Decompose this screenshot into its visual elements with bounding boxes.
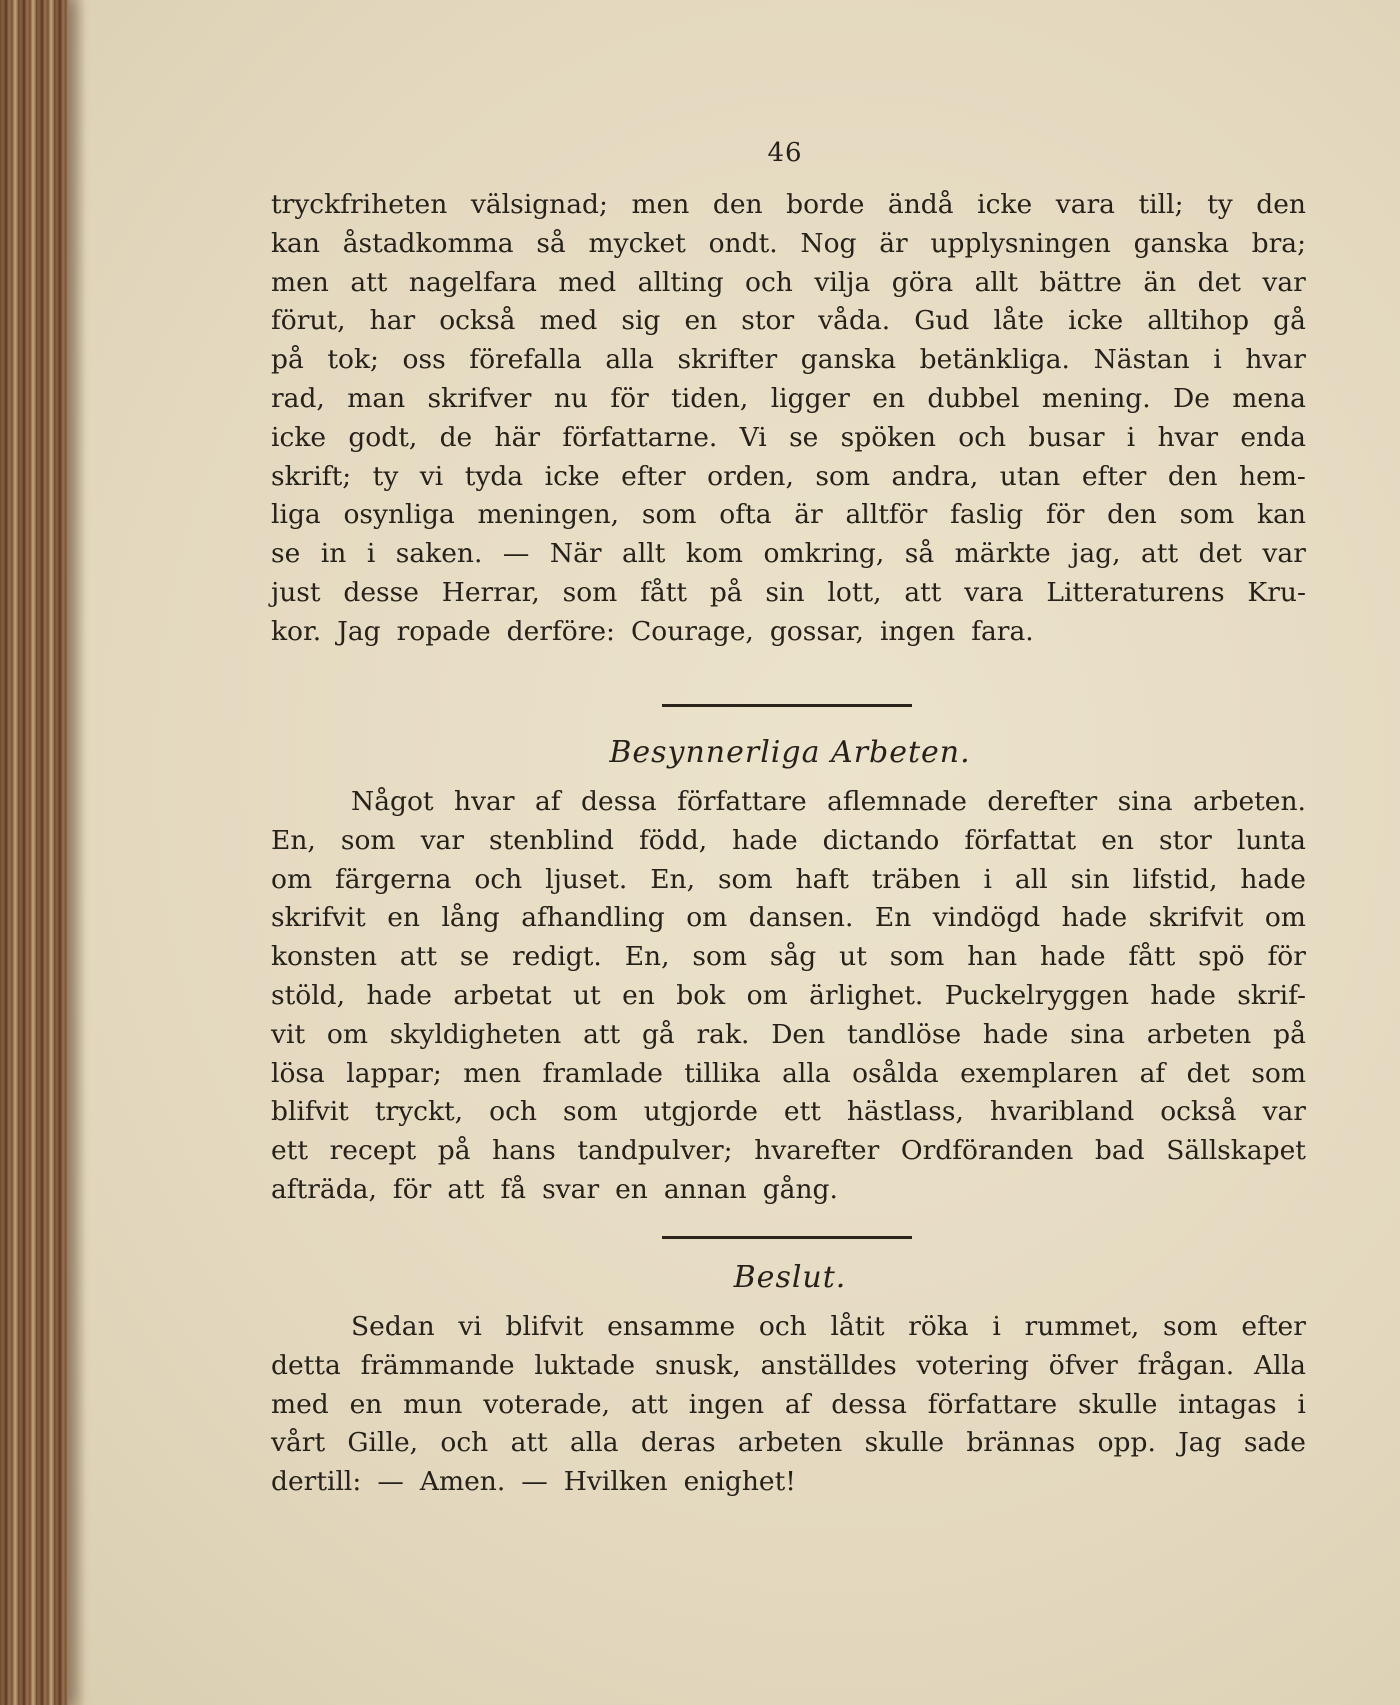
section-divider xyxy=(662,704,912,707)
text-line: stöld, hade arbetat ut en bok om ärlighet. Puckelryggen hade skrif- xyxy=(271,979,1306,1011)
text-line: tryckfriheten välsignad; men den borde ändå icke vara till; ty den xyxy=(271,189,1306,220)
text-line: rad, man skrifver nu för tiden, ligger en dubbel mening. De mena xyxy=(271,382,1306,414)
text-line: detta främmande luktade snusk, anställdes votering öfver frågan. Alla xyxy=(271,1349,1306,1381)
text-line: vit om skyldigheten att gå rak. Den tandlöse hade sina arbeten på xyxy=(271,1018,1306,1050)
page-number: 46 xyxy=(767,138,803,168)
text-line: skrift; ty vi tyda icke efter orden, som andra, utan efter den hem- xyxy=(271,460,1306,492)
section-heading-besynnerliga-arbeten: Besynnerliga Arbeten. xyxy=(609,735,971,770)
text-line: En, som var stenblind född, hade dictando författat en stor lunta xyxy=(271,824,1306,856)
text-line: lösa lappar; men framlade tillika alla osålda exemplaren af det som xyxy=(271,1057,1306,1089)
text-line: men att nagelfara med allting och vilja göra allt bättre än det var xyxy=(271,266,1306,298)
text-line: kor. Jag ropade derföre: Courage, gossar, ingen fara. xyxy=(271,615,1034,647)
text-line: just desse Herrar, som fått på sin lott, att vara Litteraturens Kru- xyxy=(271,576,1306,608)
paragraph-beslut xyxy=(271,1308,1306,1502)
text-line: liga osynliga meningen, som ofta är alltför faslig för den som kan xyxy=(271,499,1306,531)
section-divider xyxy=(662,1236,912,1239)
text-line: förut, har också med sig en stor våda. Gud låte icke alltihop gå xyxy=(271,305,1306,337)
text-line: ett recept på hans tandpulver; hvarefter Ordföranden bad Sällskapet xyxy=(271,1135,1306,1167)
text-line: vårt Gille, och att alla deras arbeten skulle brännas opp. Jag sade xyxy=(271,1427,1306,1459)
book-spine xyxy=(0,0,68,1705)
text-line: skrifvit en lång afhandling om dansen. En vindögd hade skrifvit om xyxy=(271,902,1306,934)
text-line: med en mun voterade, att ingen af dessa författare skulle intagas i xyxy=(271,1388,1306,1420)
text-line: blifvit tryckt, och som utgjorde ett hästlass, hvaribland också var xyxy=(271,1096,1306,1128)
text-line: Något hvar af dessa författare aflemnade derefter sina arbeten. xyxy=(351,786,1306,817)
page-gutter-shadow xyxy=(68,0,86,1705)
paragraph-besynnerliga-arbeten xyxy=(271,783,1306,1210)
text-line: Sedan vi blifvit ensamme och låtit röka i rummet, som efter xyxy=(351,1311,1306,1342)
text-line: om färgerna och ljuset. En, som haft träben i all sin lifstid, hade xyxy=(271,863,1306,895)
text-line: dertill: — Amen. — Hvilken enighet! xyxy=(271,1466,796,1498)
section-heading-beslut: Beslut. xyxy=(733,1260,847,1295)
text-line: konsten att se redigt. En, som såg ut som han hade fått spö för xyxy=(271,941,1306,973)
text-line: afträda, för att få svar en annan gång. xyxy=(271,1173,838,1205)
text-line: icke godt, de här författarne. Vi se spöken och busar i hvar enda xyxy=(271,421,1306,453)
text-line: kan åstadkomma så mycket ondt. Nog är upplysningen ganska bra; xyxy=(271,227,1306,259)
paragraph-continued xyxy=(271,186,1306,652)
text-line: se in i saken. — När allt kom omkring, så märkte jag, att det var xyxy=(271,538,1306,570)
text-line: på tok; oss förefalla alla skrifter ganska betänkliga. Nästan i hvar xyxy=(271,344,1306,376)
